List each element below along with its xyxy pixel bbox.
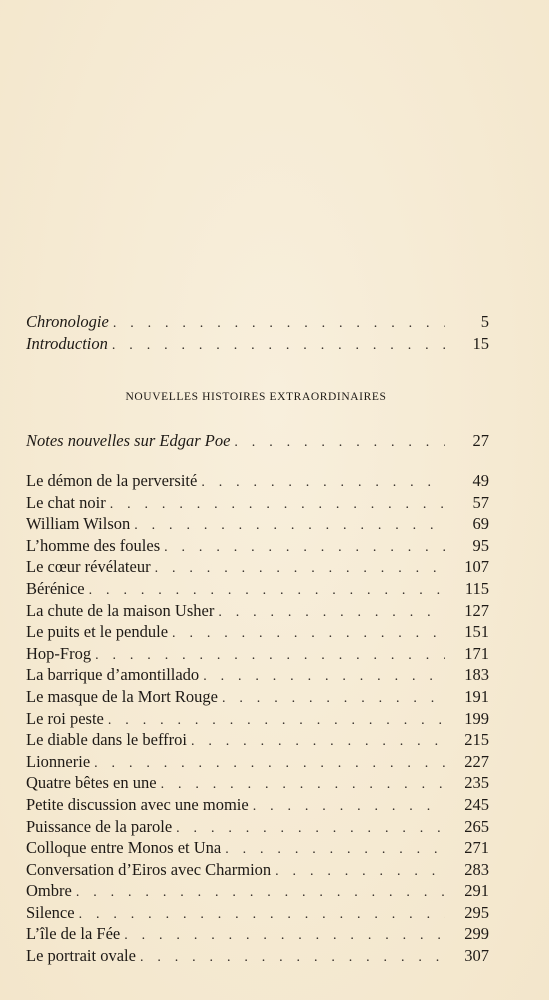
toc-entry: [26, 751, 489, 773]
toc-entry-page: 151: [464, 622, 489, 642]
toc-entry-page: 245: [464, 794, 489, 814]
toc-entry: [26, 513, 489, 535]
toc-entry: [26, 664, 489, 686]
toc-entry-title: Chronologie: [26, 312, 109, 331]
dot-leader: [94, 753, 445, 775]
dot-leader: [222, 688, 445, 710]
toc-entry-title: Le roi peste: [26, 708, 104, 728]
dot-leader: [234, 432, 445, 454]
toc-entry-notes: [26, 430, 489, 452]
toc-entry-title: Lionnerie: [26, 751, 91, 771]
toc-entry-page: 95: [472, 535, 489, 555]
toc-entry-page: 183: [464, 665, 489, 685]
toc-entry-page: 69: [472, 514, 489, 534]
toc-entry: [26, 556, 489, 578]
toc-entry-page: 27: [472, 431, 489, 450]
dot-leader: [172, 623, 445, 645]
toc-entry: [26, 923, 489, 945]
toc-entry-page: 299: [464, 924, 489, 944]
toc-entry-title: Le puits et le pendule: [26, 622, 169, 642]
toc-entry-chronologie: [26, 311, 489, 333]
toc-entry: [26, 794, 489, 816]
dot-leader: [89, 580, 445, 602]
toc-entry: [26, 578, 489, 600]
toc-entry: [26, 492, 489, 514]
dot-leader: [203, 666, 445, 688]
dot-leader: [191, 731, 445, 753]
dot-leader: [79, 904, 445, 926]
toc-entry-page: 295: [464, 902, 489, 922]
dot-leader: [164, 537, 445, 559]
dot-leader: [218, 602, 445, 624]
toc-entry: [26, 880, 489, 902]
toc-entry-page: 227: [464, 751, 489, 771]
toc-entry-title: L’île de la Fée: [26, 924, 121, 944]
toc-entry-title: Le cœur révélateur: [26, 557, 151, 577]
toc-entry-introduction: [26, 333, 489, 355]
stories-list: [26, 470, 489, 967]
toc-entry-title: Colloque entre Monos et Una: [26, 838, 222, 858]
dot-leader: [124, 925, 445, 947]
toc-entry: [26, 470, 489, 492]
toc-entry-page: 215: [464, 730, 489, 750]
toc-entry-page: 5: [480, 312, 489, 331]
toc-entry-page: 127: [464, 600, 489, 620]
toc-entry-page: 271: [464, 838, 489, 858]
toc-entry: [26, 902, 489, 924]
toc-entry-page: 49: [472, 471, 489, 490]
toc-entry: [26, 859, 489, 881]
toc-entry-title: Le portrait ovale: [26, 946, 136, 966]
front-matter-list: [26, 311, 489, 354]
dot-leader: [176, 818, 445, 840]
toc-entry: [26, 686, 489, 708]
dot-leader: [108, 710, 445, 732]
toc-entry-title: Silence: [26, 902, 75, 922]
toc-entry-title: Petite discussion avec une momie: [26, 794, 249, 814]
toc-entry-title: L’homme des foules: [26, 535, 161, 555]
toc-entry: [26, 535, 489, 557]
toc-entry-title: Bérénice: [26, 578, 85, 598]
toc-entry-page: 15: [472, 333, 489, 353]
toc-entry-page: 291: [464, 881, 489, 901]
toc-entry-title: Le diable dans le beffroi: [26, 730, 187, 750]
dot-leader: [155, 558, 445, 580]
dot-leader: [201, 472, 445, 494]
dot-leader: [140, 947, 445, 969]
toc-entry-page: 107: [464, 557, 489, 577]
dot-leader: [225, 839, 445, 861]
toc-entry-page: 191: [464, 686, 489, 706]
toc-entry-page: 199: [464, 708, 489, 728]
toc-entry-title: Le démon de la perversité: [26, 471, 198, 490]
toc-entry-page: 265: [464, 816, 489, 836]
toc-entry: [26, 643, 489, 665]
toc-entry-title: Conversation d’Eiros avec Charmion: [26, 859, 272, 879]
toc-entry-page: 235: [464, 773, 489, 793]
dot-leader: [76, 882, 445, 904]
dot-leader: [110, 494, 445, 516]
toc-entry-title: Puissance de la parole: [26, 816, 173, 836]
toc-entry-title: La chute de la maison Usher: [26, 600, 215, 620]
dot-leader: [95, 645, 445, 667]
toc-entry-page: 283: [464, 859, 489, 879]
toc-entry-title: Notes nouvelles sur Edgar Poe: [26, 431, 231, 450]
toc-entry: [26, 621, 489, 643]
toc-entry-title: Le chat noir: [26, 492, 106, 512]
dot-leader: [253, 796, 445, 818]
dot-leader: [134, 515, 445, 537]
dot-leader: [112, 335, 445, 357]
toc-entry-page: 57: [472, 492, 489, 512]
toc-entry-page: 115: [464, 578, 489, 598]
toc-entry: [26, 600, 489, 622]
toc-entry: [26, 772, 489, 794]
toc-entry-page: 307: [464, 946, 489, 966]
toc-entry-title: William Wilson: [26, 514, 131, 534]
section-heading: NOUVELLES HISTOIRES EXTRAORDINAIRES: [125, 391, 387, 403]
toc-entry: [26, 945, 489, 967]
toc-entry-title: Hop-Frog: [26, 643, 92, 663]
toc-entry-title: Introduction: [26, 333, 108, 353]
toc-entry: [26, 816, 489, 838]
dot-leader: [113, 313, 445, 335]
toc-entry: [26, 708, 489, 730]
notes-entry-block: [26, 430, 489, 452]
dot-leader: [161, 774, 445, 796]
dot-leader: [275, 861, 445, 883]
toc-entry: [26, 729, 489, 751]
toc-entry-title: Le masque de la Mort Rouge: [26, 686, 218, 706]
toc-entry-page: 171: [464, 643, 489, 663]
toc-entry-title: Quatre bêtes en une: [26, 773, 157, 793]
toc-entry-title: Ombre: [26, 881, 72, 901]
toc-entry: [26, 837, 489, 859]
toc-entry-title: La barrique d’amontillado: [26, 665, 200, 685]
